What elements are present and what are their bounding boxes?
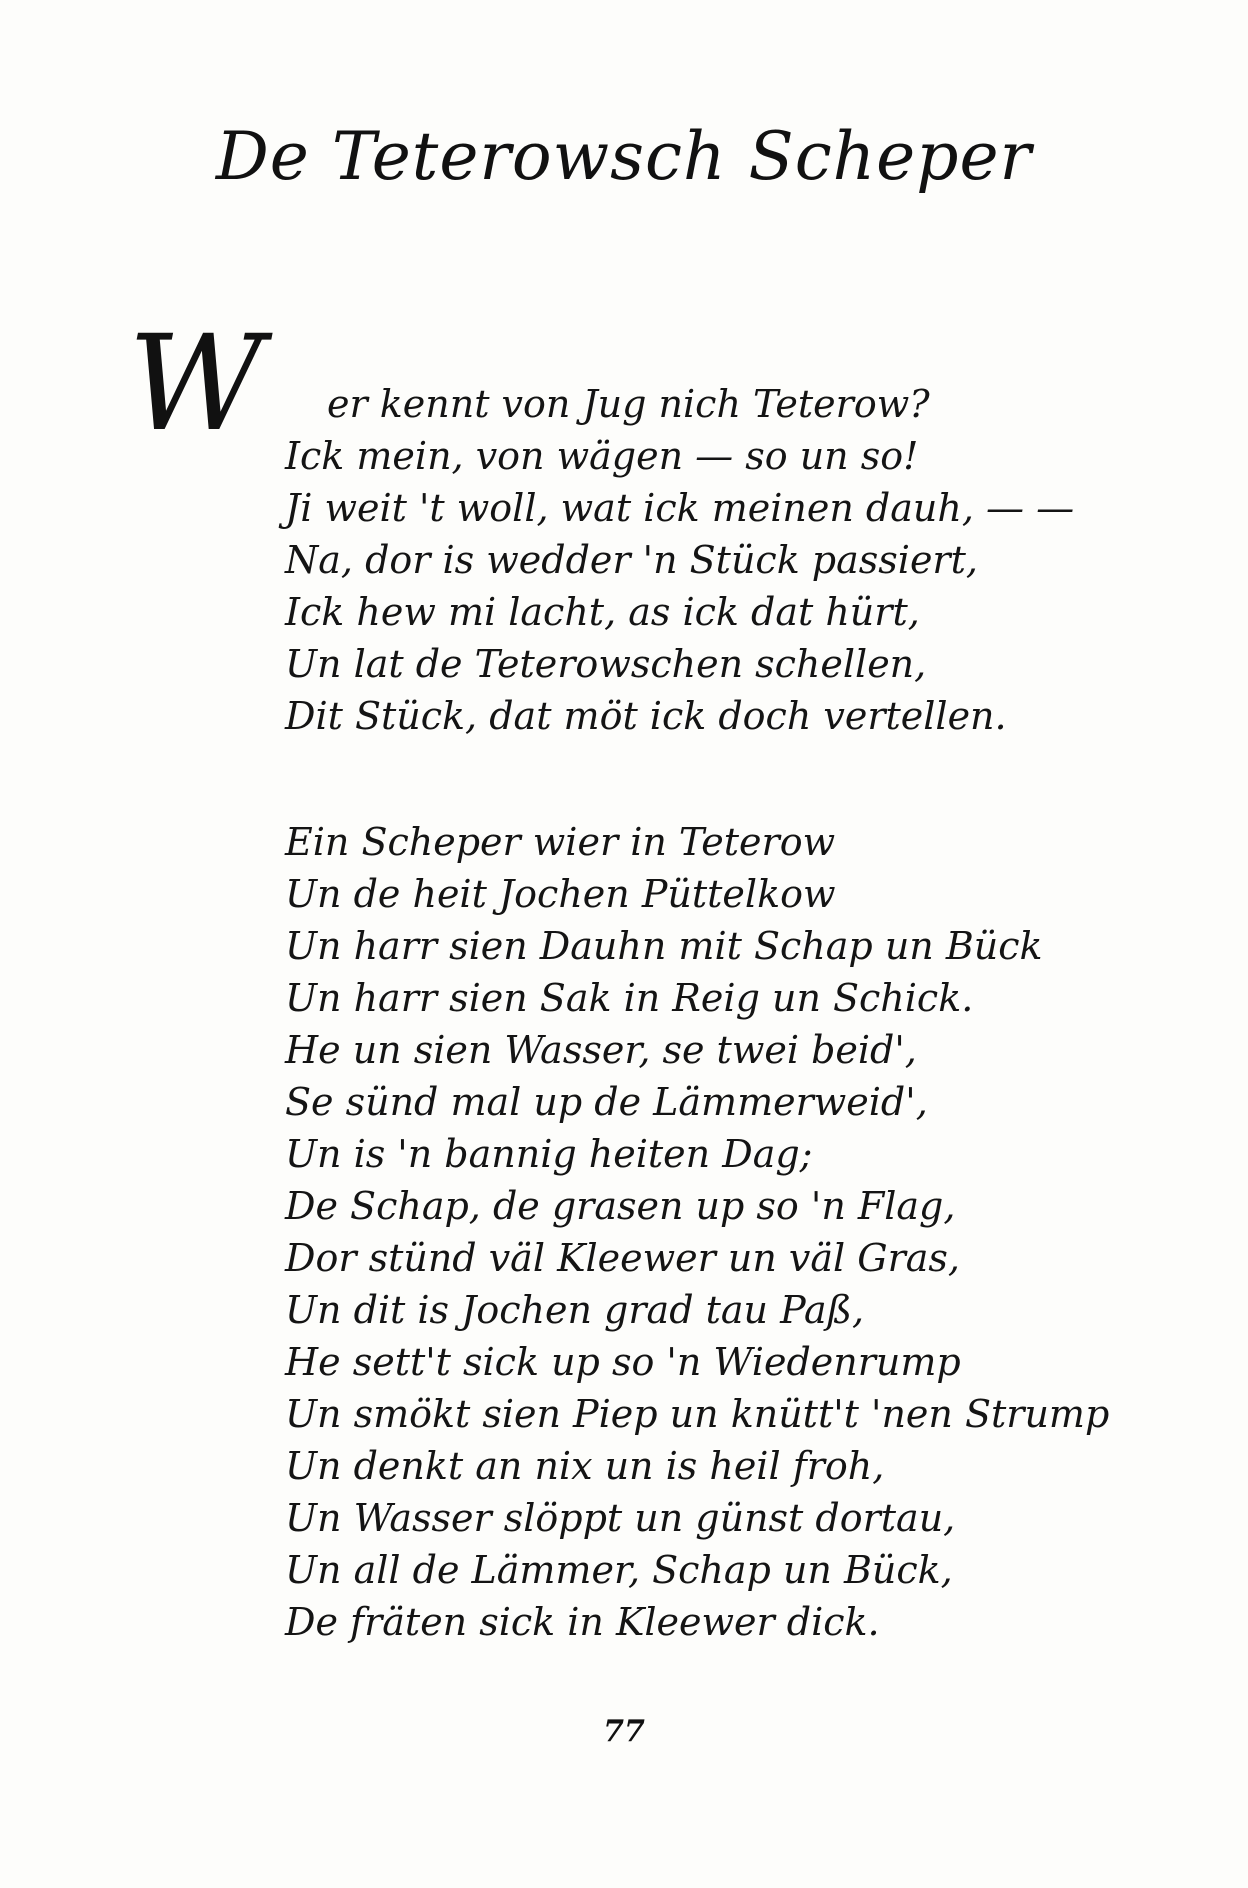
poem-title: De Teterowsch Scheper: [215, 118, 1033, 195]
page-number: 77: [603, 1714, 645, 1749]
verse-line: Un smökt sien Piep un knütt't 'nen Strump: [285, 1392, 1110, 1436]
verse-line: Un harr sien Sak in Reig un Schick.: [285, 976, 974, 1020]
verse-line: Un is 'n bannig heiten Dag;: [285, 1132, 813, 1176]
verse-line: De fräten sick in Kleewer dick.: [285, 1600, 880, 1644]
verse-line: Un de heit Jochen Püttelkow: [285, 872, 836, 916]
verse-line: He un sien Wasser, se twei beid',: [285, 1028, 917, 1072]
verse-line: Un Wasser slöppt un günst dortau,: [285, 1496, 956, 1540]
verse-line: He sett't sick up so 'n Wiedenrump: [285, 1340, 961, 1384]
verse-line: Na, dor is wedder 'n Stück passiert,: [285, 538, 978, 582]
verse-line: Un lat de Teterowschen schellen,: [285, 642, 927, 686]
verse-line: Dit Stück, dat möt ick doch vertellen.: [285, 694, 1007, 738]
verse-line: er kennt von Jug nich Teterow?: [327, 382, 930, 426]
verse-line: Ji weit 't woll, wat ick meinen dauh, — —: [285, 486, 1075, 530]
verse-line: Un dit is Jochen grad tau Paß,: [285, 1288, 865, 1332]
verse-line: De Schap, de grasen up so 'n Flag,: [285, 1184, 956, 1228]
stanza-1: [285, 378, 1074, 742]
drop-cap: W: [128, 307, 264, 461]
verse-line: Se sünd mal up de Lämmerweid',: [285, 1080, 928, 1124]
verse-line: Un denkt an nix un is heil froh,: [285, 1444, 885, 1488]
verse-line: Ein Scheper wier in Teterow: [285, 820, 836, 864]
verse-line: Ick mein, von wägen — so un so!: [285, 434, 919, 478]
verse-line: Un harr sien Dauhn mit Schap un Bück: [285, 924, 1043, 968]
verse-line: Dor stünd väl Kleewer un väl Gras,: [285, 1236, 960, 1280]
verse-line: Un all de Lämmer, Schap un Bück,: [285, 1548, 953, 1592]
stanza-2: [285, 816, 1109, 1648]
verse-line: Ick hew mi lacht, as ick dat hürt,: [285, 590, 920, 634]
